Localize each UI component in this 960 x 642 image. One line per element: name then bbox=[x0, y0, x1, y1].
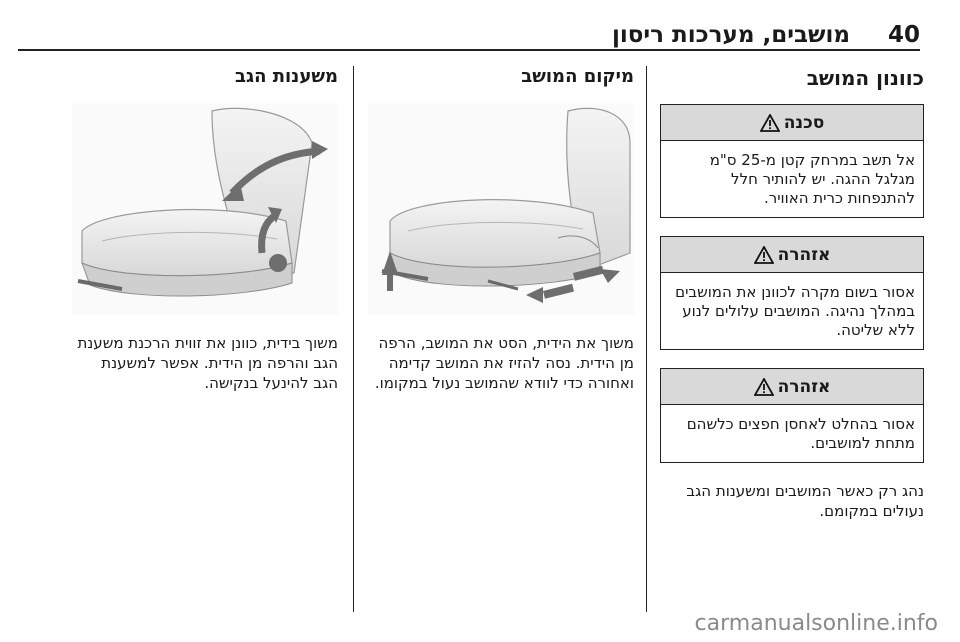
backrest-column bbox=[72, 66, 338, 393]
seat-adjustment-column bbox=[660, 66, 924, 521]
section-title-seat-position: מיקום המושב bbox=[521, 66, 634, 87]
box-heading: סכנה bbox=[783, 112, 825, 133]
watermark: carmanualsonline.info bbox=[694, 611, 938, 636]
header-rule bbox=[18, 49, 920, 51]
page-number: 40 bbox=[887, 22, 920, 48]
warning-triangle-icon bbox=[754, 246, 774, 264]
warning-box bbox=[660, 368, 924, 463]
seat-position-column bbox=[368, 66, 634, 393]
box-heading: אזהרה bbox=[777, 244, 831, 265]
box-text: אל תשב במרחק קטן מ-25 ס"מ מגלגל ההגה. יש להותיר חלל להתנפחות כרית האוויר. bbox=[709, 151, 915, 207]
warning-box bbox=[660, 236, 924, 350]
box-text: אסור בהחלט לאחסן חפצים כלשהם מתחת למושבים. bbox=[686, 415, 915, 452]
backrest-text: משוך בידית, כוונן את זווית הרכנת משענת הגב והרפה מן הידית. אפשר למשענת הגב להינעל בנקישה. bbox=[77, 334, 338, 392]
danger-box bbox=[660, 104, 924, 218]
seat-backrest-illustration bbox=[72, 103, 338, 315]
seat-position-text: משוך את הידית, הסט את המושב, הרפה מן הידית. נסה להזיז את המושב קדימה ואחורה כדי לוודא שהמושב נעול במקומו. bbox=[374, 334, 634, 392]
column-divider-left bbox=[353, 66, 354, 612]
section-title-backrest: משענות הגב bbox=[235, 66, 338, 87]
page-title: מושבים, מערכות ריסון bbox=[611, 22, 850, 48]
seat-position-illustration bbox=[368, 103, 634, 315]
warning-triangle-icon bbox=[760, 114, 780, 132]
warning-triangle-icon bbox=[754, 378, 774, 396]
driving-note: נהג רק כאשר המושבים ומשענות הגב נעולים במקומם. bbox=[686, 482, 924, 520]
page-header bbox=[18, 22, 920, 58]
box-heading: אזהרה bbox=[777, 376, 831, 397]
box-text: אסור בשום מקרה לכוונן את המושבים במהלך נהיגה. המושבים עלולים לנוע ללא שליטה. bbox=[675, 283, 915, 339]
section-title-seat-adjustment: כוונון המושב bbox=[806, 66, 924, 90]
column-divider-right bbox=[646, 66, 647, 612]
